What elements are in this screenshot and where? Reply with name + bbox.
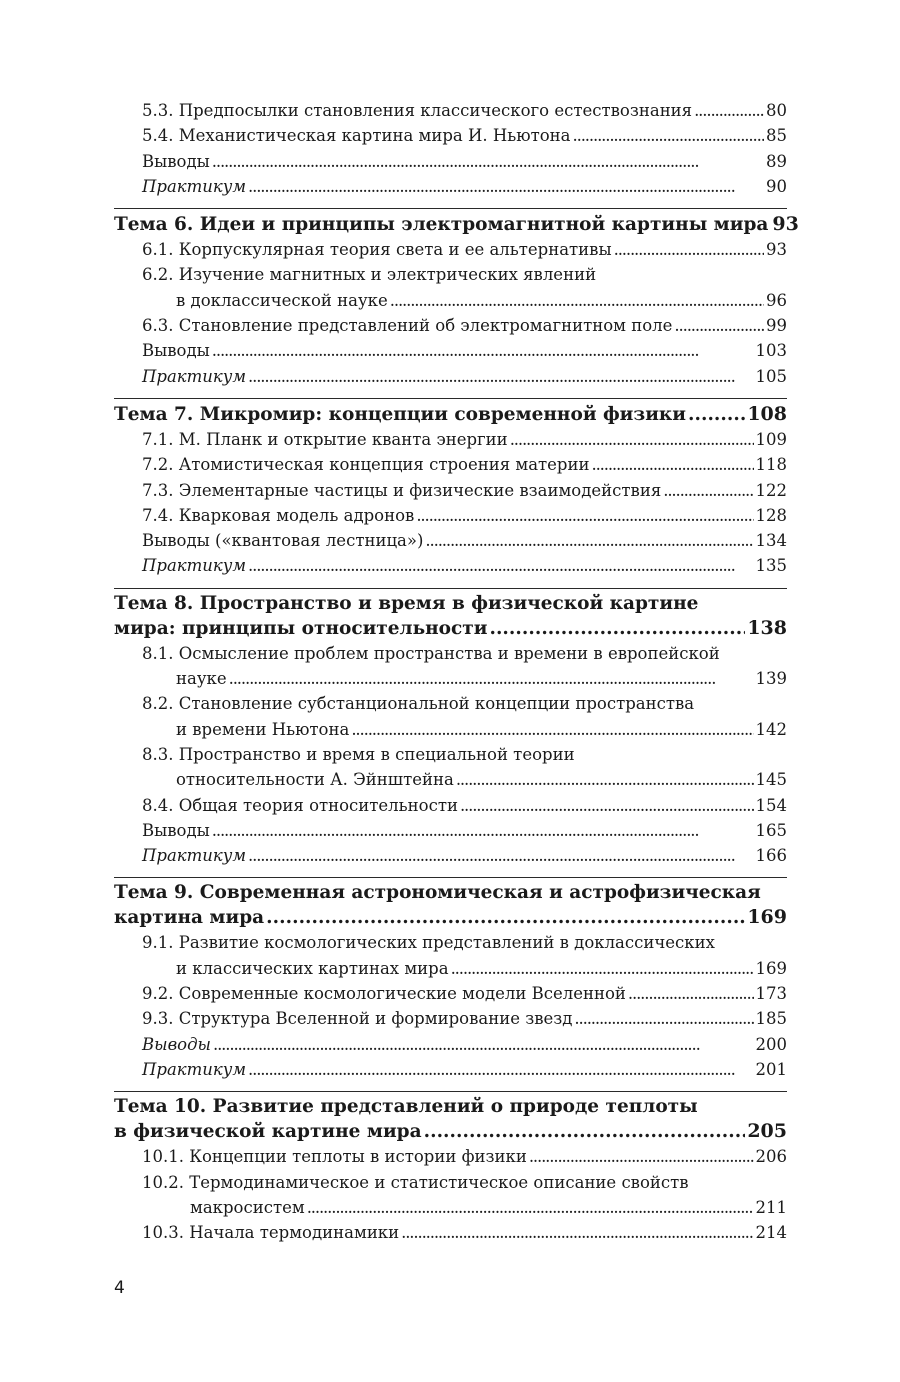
toc-entry-title: 8.4. Общая теория относительности — [142, 795, 458, 815]
toc-topic-title: Тема 6. Идеи и принципы электромагнитной картины мира — [114, 214, 769, 236]
dot-leader — [248, 174, 764, 199]
toc-topic-title: картина мира — [114, 907, 265, 929]
toc-entry-page: 173 — [755, 984, 787, 1004]
dot-leader — [213, 1032, 754, 1057]
toc-entry[interactable] — [114, 553, 787, 578]
toc-topic-title: мира: принципы относительности — [114, 617, 488, 639]
dot-leader — [573, 123, 764, 148]
toc-entry-page: 166 — [755, 846, 787, 866]
toc-entry[interactable] — [114, 364, 787, 389]
toc-entry[interactable] — [114, 1006, 787, 1031]
toc-entry[interactable] — [114, 149, 787, 174]
toc-entry[interactable] — [114, 767, 787, 792]
dot-leader — [248, 364, 753, 389]
toc-entry-page: 145 — [755, 770, 787, 790]
toc-entry-first-line[interactable]: 8.1. Осмысление проблем пространства и времени в европейской — [142, 643, 720, 663]
toc-entry-title: 7.1. М. Планк и открытие кванта энергии — [142, 429, 508, 449]
toc-entry-title: 5.4. Механистическая картина мира И. Ньютона — [142, 126, 571, 146]
toc-entry[interactable] — [114, 1144, 787, 1169]
toc-entry[interactable] — [114, 717, 787, 742]
toc-topic-8[interactable] — [114, 616, 787, 641]
dot-leader — [688, 403, 745, 427]
toc-entry[interactable] — [114, 338, 787, 363]
table-of-contents — [114, 98, 799, 1245]
toc-entry-page: 90 — [766, 176, 787, 196]
toc-entry[interactable] — [114, 528, 787, 553]
toc-entry-page: 139 — [755, 669, 787, 689]
toc-topic-title: Тема 7. Микромир: концепции современной физики — [114, 403, 686, 425]
dot-leader — [510, 427, 754, 452]
toc-entry[interactable] — [114, 174, 787, 199]
toc-entry-page: 135 — [755, 556, 787, 576]
dot-leader — [425, 528, 753, 553]
dot-leader — [229, 666, 754, 691]
dot-leader — [489, 617, 745, 641]
toc-entry[interactable] — [114, 1032, 787, 1057]
toc-entry-title: 10.3. Начала термодинамики — [142, 1223, 400, 1243]
toc-entry-title: 7.2. Атомистическая концепция строения материи — [142, 455, 590, 475]
toc-entry[interactable] — [114, 98, 787, 123]
dot-leader — [460, 793, 754, 818]
toc-entry-title: Выводы («квантовая лестница») — [142, 531, 424, 551]
toc-entry-first-line[interactable]: 10.2. Термодинамическое и статистическое описание свойств — [142, 1172, 689, 1192]
toc-entry-title: Практикум — [142, 556, 247, 576]
dot-leader — [674, 313, 764, 338]
toc-entry-title: Практикум — [142, 846, 247, 866]
toc-entry-title: Практикум — [142, 366, 247, 386]
toc-entry-title: макросистем — [190, 1197, 305, 1217]
dot-leader — [248, 1057, 753, 1082]
toc-entry-title: относительности А. Эйнштейна — [176, 770, 454, 790]
toc-entry-first-line[interactable]: 8.3. Пространство и время в специальной теории — [142, 744, 575, 764]
toc-entry-title: Практикум — [142, 1059, 247, 1079]
toc-topic-9-first-line[interactable]: Тема 9. Современная астрономическая и астрофизическая — [114, 877, 787, 905]
dot-leader — [401, 1220, 753, 1245]
dot-leader — [574, 1006, 753, 1031]
dot-leader — [212, 818, 754, 843]
toc-entry-page: 89 — [766, 151, 787, 171]
toc-entry-page: 96 — [766, 290, 787, 310]
dot-leader — [390, 288, 764, 313]
toc-entry-page: 169 — [755, 958, 787, 978]
toc-entry[interactable] — [114, 123, 787, 148]
dot-leader — [591, 452, 753, 477]
toc-entry-title: 7.3. Элементарные частицы и физические взаимодействия — [142, 480, 662, 500]
toc-entry-title: и классических картинах мира — [176, 958, 449, 978]
dot-leader — [694, 98, 764, 123]
toc-entry-page: 201 — [755, 1059, 787, 1079]
toc-entry-page: 99 — [766, 316, 787, 336]
toc-entry-page: 85 — [766, 126, 787, 146]
toc-topic-6[interactable] — [114, 208, 799, 237]
toc-topic-7[interactable] — [114, 398, 787, 427]
toc-entry-title: Практикум — [142, 176, 247, 196]
toc-entry-page: 165 — [755, 820, 787, 840]
dot-leader — [212, 149, 764, 174]
toc-entry-title: 6.3. Становление представлений об электромагнитном поле — [142, 316, 673, 336]
toc-entry[interactable] — [114, 1195, 787, 1220]
toc-entry-page: 154 — [755, 795, 787, 815]
toc-entry-page: 134 — [755, 531, 787, 551]
dot-leader — [628, 981, 754, 1006]
dot-leader — [248, 553, 753, 578]
toc-entry[interactable] — [114, 237, 787, 262]
toc-entry-page: 185 — [755, 1009, 787, 1029]
dot-leader — [529, 1144, 754, 1169]
toc-topic-page: 205 — [747, 1120, 787, 1143]
dot-leader — [451, 956, 754, 981]
dot-leader — [424, 1120, 746, 1144]
toc-entry-page: 128 — [755, 505, 787, 525]
toc-topic-title: в физической картине мира — [114, 1121, 422, 1143]
toc-entry[interactable] — [114, 818, 787, 843]
toc-entry[interactable] — [114, 793, 787, 818]
toc-entry-first-line[interactable]: 9.1. Развитие космологических представлений в доклассических — [142, 933, 715, 953]
dot-leader — [351, 717, 753, 742]
toc-entry-title: и времени Ньютона — [176, 719, 350, 739]
toc-entry-page: 93 — [766, 240, 787, 260]
toc-entry-page: 200 — [755, 1034, 787, 1054]
toc-entry-first-line[interactable]: 8.2. Становление субстанциональной концепции пространства — [142, 694, 695, 714]
toc-entry-page: 80 — [766, 101, 787, 120]
toc-entry-page: 109 — [755, 429, 787, 449]
toc-entry-title: 9.2. Современные космологические модели Вселенной — [142, 984, 626, 1004]
toc-entry-page: 122 — [755, 480, 787, 500]
toc-entry-title: 10.1. Концепции теплоты в истории физики — [142, 1147, 527, 1167]
toc-entry-title: Выводы — [142, 1034, 211, 1054]
toc-entry[interactable] — [114, 1220, 787, 1245]
toc-topic-9[interactable] — [114, 905, 787, 930]
toc-entry[interactable] — [114, 288, 787, 313]
dot-leader — [307, 1195, 754, 1220]
toc-entry[interactable] — [114, 427, 787, 452]
toc-entry-title: науке — [176, 669, 227, 689]
toc-topic-page: 169 — [747, 906, 787, 929]
dot-leader — [614, 237, 764, 262]
toc-entry-title: 9.3. Структура Вселенной и формирование звезд — [142, 1009, 573, 1029]
toc-entry[interactable] — [114, 981, 787, 1006]
toc-entry[interactable] — [114, 452, 787, 477]
toc-topic-8-first-line[interactable]: Тема 8. Пространство и время в физической картине — [114, 588, 787, 616]
toc-entry[interactable] — [114, 666, 787, 691]
toc-entry-first-line[interactable]: 6.2. Изучение магнитных и электрических явлений — [142, 265, 597, 285]
toc-entry-page: 118 — [755, 455, 787, 475]
toc-entry-title: 7.4. Кварковая модель адронов — [142, 505, 415, 525]
toc-topic-page: 138 — [747, 616, 787, 639]
toc-entry-title: Выводы — [142, 820, 210, 840]
toc-entry-title: Выводы — [142, 341, 210, 361]
toc-entry[interactable] — [114, 1057, 787, 1082]
toc-topic-page: 93 — [772, 213, 799, 236]
toc-entry[interactable] — [114, 503, 787, 528]
toc-topic-10-first-line[interactable]: Тема 10. Развитие представлений о природе теплоты — [114, 1091, 787, 1119]
toc-entry-title: 5.3. Предпосылки становления классического естествознания — [142, 101, 693, 120]
toc-entry[interactable] — [114, 843, 787, 868]
page-number: 4 — [114, 1278, 125, 1298]
toc-entry[interactable] — [114, 478, 787, 503]
toc-entry-title: Выводы — [142, 151, 210, 171]
toc-entry-page: 206 — [755, 1147, 787, 1167]
dot-leader — [212, 338, 754, 363]
dot-leader — [663, 478, 753, 503]
dot-leader — [248, 843, 753, 868]
dot-leader — [456, 767, 754, 792]
toc-entry-page: 142 — [755, 719, 787, 739]
dot-leader — [416, 503, 753, 528]
toc-topic-page: 108 — [747, 402, 787, 425]
toc-entry-page: 105 — [755, 366, 787, 386]
toc-entry-page: 211 — [755, 1197, 787, 1217]
toc-entry-page: 103 — [755, 341, 787, 361]
toc-entry-title: в доклассической науке — [176, 290, 388, 310]
toc-entry-title: 6.1. Корпускулярная теория света и ее альтернативы — [142, 240, 612, 260]
dot-leader — [266, 906, 745, 930]
toc-entry[interactable] — [114, 956, 787, 981]
toc-topic-10[interactable] — [114, 1119, 787, 1144]
toc-entry[interactable] — [114, 313, 787, 338]
toc-entry-page: 214 — [755, 1223, 787, 1243]
